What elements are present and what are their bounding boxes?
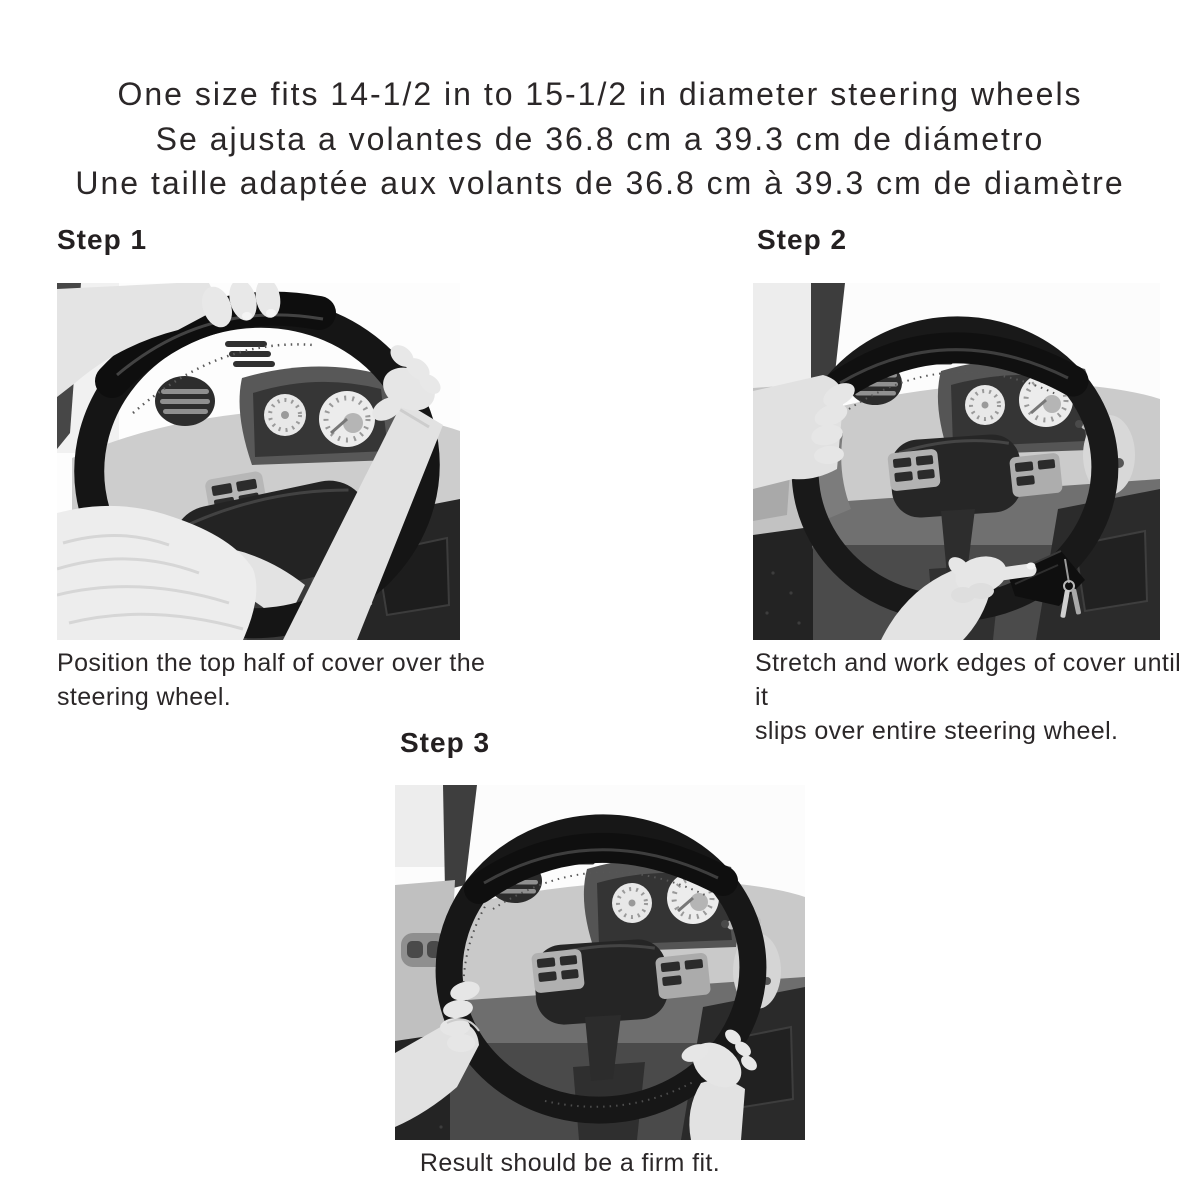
size-header <box>0 72 1200 206</box>
step1-photo-illustration <box>57 283 460 640</box>
step1-caption-line2: steering wheel. <box>57 683 232 711</box>
step2-photo-illustration <box>753 283 1160 640</box>
size-line-english: One size fits 14-1/2 in to 15-1/2 in diameter steering wheels <box>117 76 1083 112</box>
step2-label: Step 2 <box>757 224 848 255</box>
step1-caption-line1: Position the top half of cover over the <box>57 649 486 677</box>
step2-photo <box>753 283 1160 640</box>
step1-photo <box>57 283 460 640</box>
step1-caption <box>57 646 497 714</box>
step3-caption <box>365 1146 775 1180</box>
step2-caption-line1: Stretch and work edges of cover until it <box>755 649 1182 711</box>
step2-caption <box>755 646 1185 748</box>
step3-photo-illustration <box>395 785 805 1140</box>
step3-photo <box>395 785 805 1140</box>
step1-label: Step 1 <box>57 224 148 255</box>
step3-label: Step 3 <box>400 727 491 758</box>
step3-caption-line1: Result should be a firm fit. <box>419 1149 721 1177</box>
step2-caption-line2: slips over entire steering wheel. <box>755 717 1119 745</box>
size-line-spanish: Se ajusta a volantes de 36.8 cm a 39.3 cm de diámetro <box>155 120 1045 157</box>
size-line-french: Une taille adaptée aux volants de 36.8 cm à 39.3 cm de diamètre <box>75 165 1125 201</box>
